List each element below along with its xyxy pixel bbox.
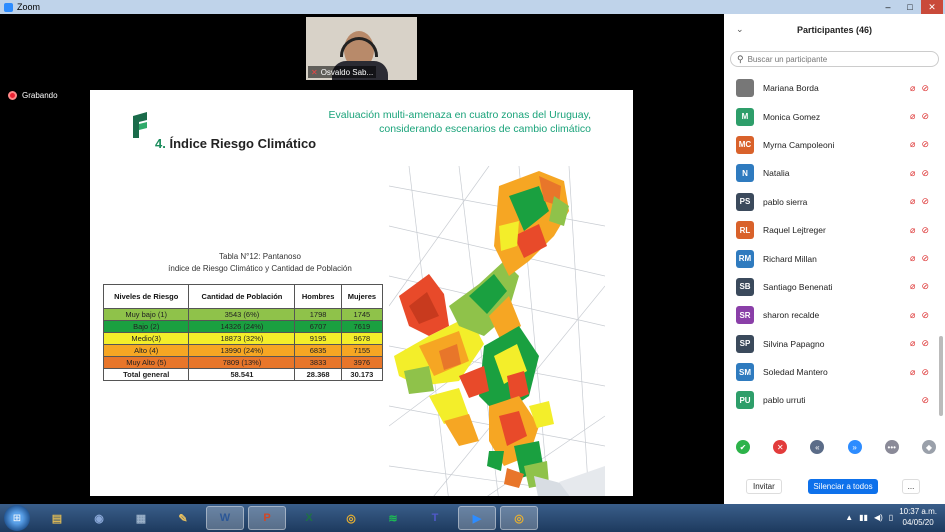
avatar — [736, 79, 754, 97]
mic-muted-icon: ⌀ — [910, 196, 916, 207]
reactions-bar — [736, 440, 936, 454]
search-icon: ⚲ — [737, 53, 744, 64]
reaction-button[interactable]: « — [810, 440, 824, 454]
invite-button[interactable]: Invitar — [746, 479, 782, 494]
table-header-cell: Mujeres — [341, 285, 382, 309]
video-off-icon: ⊘ — [921, 82, 929, 93]
participant-name: Soledad Mantero — [763, 367, 828, 378]
taskbar-app-icon[interactable]: ≋ — [388, 512, 398, 525]
participant-name: pablo urruti — [763, 395, 806, 406]
table-cell: 7619 — [341, 321, 382, 333]
participants-actions — [724, 479, 945, 499]
reaction-button[interactable]: » — [848, 440, 862, 454]
table-row — [104, 345, 383, 357]
mute-all-button[interactable]: Silenciar a todos — [808, 479, 878, 494]
participant-row[interactable] — [724, 159, 945, 187]
heading-number: 4. — [155, 136, 166, 151]
participants-panel — [724, 14, 945, 504]
more-options-button[interactable]: ... — [902, 479, 920, 494]
speaker-namebar — [308, 66, 376, 78]
table-cell: 1798 — [295, 309, 341, 321]
zoom-logo-icon — [4, 3, 13, 12]
system-tray — [845, 506, 937, 528]
participant-status-icons — [910, 168, 929, 179]
mic-muted-icon: ⌀ — [910, 309, 916, 320]
mic-muted-icon: ⌀ — [910, 338, 916, 349]
participant-row[interactable] — [724, 188, 945, 216]
table-header-cell: Hombres — [295, 285, 341, 309]
participant-status-icons — [910, 83, 929, 94]
speaker-video-thumbnail[interactable] — [306, 17, 417, 80]
mic-muted-icon: ✕ — [311, 67, 318, 77]
video-off-icon: ⊘ — [921, 139, 929, 150]
speaker-name: Osvaldo Sab... — [320, 67, 374, 77]
participant-name: Myrna Campoleoni — [763, 139, 835, 150]
minimize-button[interactable]: – — [885, 2, 891, 12]
participant-row[interactable] — [724, 244, 945, 272]
participant-row[interactable] — [724, 102, 945, 130]
slide-title-line1: Evaluación multi-amenaza en cuatro zonas del Uruguay, — [328, 109, 591, 121]
video-off-icon: ⊘ — [921, 167, 929, 178]
video-off-icon: ⊘ — [921, 111, 929, 122]
participant-name: Raquel Lejtreger — [763, 225, 826, 236]
table-cell: 1745 — [341, 309, 382, 321]
participant-name: Santiago Benenati — [763, 281, 833, 292]
participant-status-icons — [910, 111, 929, 122]
organization-logo-icon — [133, 112, 151, 138]
table-total-cell: 58.541 — [189, 369, 295, 381]
participant-status-icons — [910, 139, 929, 150]
mic-muted-icon: ⌀ — [910, 253, 916, 264]
participant-name: sharon recalde — [763, 310, 820, 321]
participant-row[interactable] — [724, 131, 945, 159]
collapse-chevron-icon[interactable]: ⌄ — [736, 24, 744, 34]
close-button[interactable]: ✕ — [921, 0, 943, 14]
table-cell: Bajo (2) — [104, 321, 189, 333]
table-cell: Alto (4) — [104, 345, 189, 357]
search-input[interactable] — [748, 55, 928, 64]
table-body — [104, 309, 383, 381]
avatar: SB — [736, 278, 754, 296]
participant-row[interactable] — [724, 330, 945, 358]
table-row — [104, 321, 383, 333]
table-cell: 14326 (24%) — [189, 321, 295, 333]
clock-time: 10:37 a.m. — [899, 507, 937, 516]
windows-taskbar — [0, 504, 945, 532]
reaction-button[interactable]: ✕ — [773, 440, 787, 454]
video-off-icon: ⊘ — [921, 253, 929, 264]
avatar: M — [736, 108, 754, 126]
window-title: Zoom — [17, 2, 41, 12]
participant-name: Richard Millan — [763, 253, 817, 264]
table-cell: 6835 — [295, 345, 341, 357]
participants-header — [724, 14, 945, 46]
taskbar-app-icon[interactable]: ◎ — [500, 506, 538, 530]
participant-name: Natalia — [763, 168, 790, 179]
window-titlebar — [0, 0, 945, 14]
volume-icon[interactable]: ◀) — [873, 512, 883, 522]
participant-name: Monica Gomez — [763, 111, 821, 122]
participant-name: Mariana Borda — [763, 83, 819, 94]
clock-date: 04/05/20 — [902, 518, 934, 527]
table-cell: 13990 (24%) — [189, 345, 295, 357]
table-cell: Muy Alto (5) — [104, 357, 189, 369]
taskbar-app-icon[interactable]: ◎ — [346, 512, 356, 525]
slide-heading — [155, 136, 316, 151]
taskbar-app-icon[interactable]: T — [431, 512, 439, 524]
participant-status-icons — [910, 253, 929, 264]
meeting-stage — [0, 14, 724, 504]
record-dot-icon — [8, 91, 17, 100]
table-cell: 18873 (32%) — [189, 333, 295, 345]
table-row — [104, 357, 383, 369]
table-total-row — [104, 369, 383, 381]
table-cell: 7809 (13%) — [189, 357, 295, 369]
participant-status-icons — [910, 338, 929, 349]
start-button[interactable]: ⊞ — [4, 505, 30, 531]
avatar: RM — [736, 250, 754, 268]
participant-name: Silvina Papagno — [763, 338, 825, 349]
risk-table — [103, 284, 383, 381]
taskbar-app-icon[interactable]: W — [206, 506, 244, 530]
participant-status-icons — [910, 225, 929, 236]
table-total-cell: Total general — [104, 369, 189, 381]
participants-scrollbar[interactable] — [939, 336, 943, 416]
taskbar-apps — [38, 506, 538, 530]
avatar: PU — [736, 391, 754, 409]
video-off-icon: ⊘ — [921, 394, 929, 405]
avatar: SR — [736, 306, 754, 324]
risk-map — [389, 166, 605, 496]
taskbar-app-icon[interactable]: ▶ — [458, 506, 496, 530]
table-cell: Medio(3) — [104, 333, 189, 345]
recording-indicator[interactable] — [8, 91, 58, 100]
table-cell: Muy bajo (1) — [104, 309, 189, 321]
participants-list — [724, 74, 945, 415]
video-off-icon: ⊘ — [921, 309, 929, 320]
recording-label: Grabando — [22, 91, 58, 100]
table-row — [104, 309, 383, 321]
avatar: PS — [736, 193, 754, 211]
table-cell: 3833 — [295, 357, 341, 369]
avatar: SM — [736, 363, 754, 381]
participants-title: Participantes (46) — [796, 25, 873, 35]
table-cell: 3976 — [341, 357, 382, 369]
table-cell: 3543 (6%) — [189, 309, 295, 321]
reaction-button[interactable]: ✔ — [736, 440, 750, 454]
mic-muted-icon: ⌀ — [910, 111, 916, 122]
table-cell: 6707 — [295, 321, 341, 333]
participant-row[interactable] — [724, 216, 945, 244]
video-off-icon: ⊘ — [921, 281, 929, 292]
participant-search[interactable] — [730, 51, 939, 67]
video-off-icon: ⊘ — [921, 196, 929, 207]
table-cell: 9195 — [295, 333, 341, 345]
mic-muted-icon: ⌀ — [910, 82, 916, 93]
mic-muted-icon: ⌀ — [910, 139, 916, 150]
video-off-icon: ⊘ — [921, 366, 929, 377]
slide-title-line2: considerando escenarios de cambio climático — [379, 123, 591, 135]
table-cell: 7155 — [341, 345, 382, 357]
participant-status-icons — [910, 310, 929, 321]
table-cell: 9678 — [341, 333, 382, 345]
table-header-cell: Cantidad de Población — [189, 285, 295, 309]
video-off-icon: ⊘ — [921, 338, 929, 349]
shared-slide — [90, 90, 633, 496]
mic-muted-icon: ⌀ — [910, 167, 916, 178]
avatar: N — [736, 164, 754, 182]
network-icon[interactable]: ▮▮ — [859, 512, 868, 522]
table-total-cell: 30.173 — [341, 369, 382, 381]
mic-muted-icon: ⌀ — [910, 224, 916, 235]
window-controls — [877, 0, 943, 14]
taskbar-app-icon[interactable]: ▦ — [135, 512, 147, 525]
taskbar-app-icon[interactable]: ◉ — [94, 512, 104, 525]
clock[interactable] — [899, 506, 937, 528]
battery-icon[interactable]: ▯ — [888, 512, 894, 522]
table-caption-line2: índice de Riesgo Climático y Cantidad de Población — [168, 264, 352, 273]
participant-row[interactable] — [724, 386, 945, 414]
participant-row[interactable] — [724, 358, 945, 386]
mic-muted-icon: ⌀ — [910, 281, 916, 292]
maximize-button[interactable]: □ — [907, 2, 913, 12]
participant-status-icons — [921, 395, 929, 406]
table-header-cell: Niveles de Riesgo — [104, 285, 189, 309]
video-off-icon: ⊘ — [921, 224, 929, 235]
participant-row[interactable] — [724, 301, 945, 329]
participant-status-icons — [910, 281, 929, 292]
participant-status-icons — [910, 367, 929, 378]
tray-chevron-icon[interactable]: ▲ — [845, 512, 854, 522]
taskbar-app-icon[interactable]: X — [305, 512, 313, 524]
table-header-row — [104, 285, 383, 309]
avatar: MC — [736, 136, 754, 154]
table-row — [104, 333, 383, 345]
participant-row[interactable] — [724, 74, 945, 102]
participant-row[interactable] — [724, 273, 945, 301]
reaction-button[interactable]: ••• — [885, 440, 899, 454]
mic-muted-icon: ⌀ — [910, 366, 916, 377]
taskbar-app-icon[interactable]: ▤ — [51, 512, 63, 525]
heading-text: Índice Riesgo Climático — [169, 136, 317, 151]
participant-name: pablo sierra — [763, 196, 808, 207]
reaction-button[interactable]: ◆ — [922, 440, 936, 454]
taskbar-app-icon[interactable]: P — [248, 506, 286, 530]
table-caption-line1: Tabla N°12: Pantanoso — [219, 252, 301, 261]
taskbar-app-icon[interactable]: ✎ — [178, 512, 188, 525]
table-total-cell: 28.368 — [295, 369, 341, 381]
avatar: RL — [736, 221, 754, 239]
participant-status-icons — [910, 196, 929, 207]
avatar: SP — [736, 335, 754, 353]
